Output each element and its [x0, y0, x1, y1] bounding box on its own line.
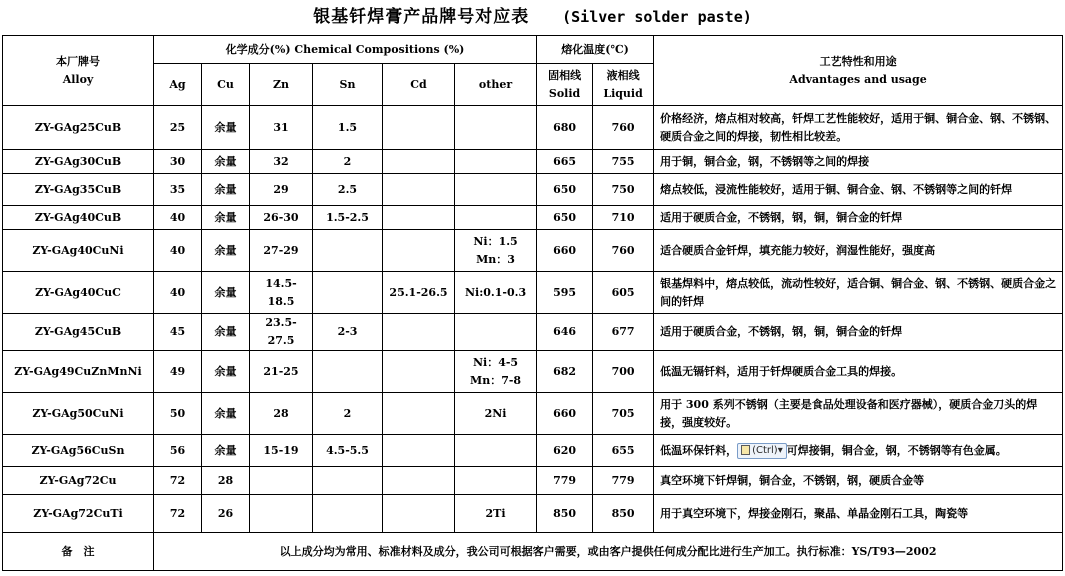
- cell-usage: [654, 230, 1063, 272]
- cell-sn: 1.5-2.5: [313, 206, 383, 230]
- cell-cd: [383, 495, 455, 533]
- cell-usage: [654, 150, 1063, 174]
- cell-zn: [250, 467, 313, 495]
- cell-cu: 余量: [202, 230, 250, 272]
- cell-alloy: ZY-GAg45CuB: [3, 314, 154, 351]
- cell-solid: 650: [537, 174, 593, 206]
- cell-other: [455, 174, 537, 206]
- cell-liquid: 755: [593, 150, 654, 174]
- cell-solid: 646: [537, 314, 593, 351]
- table-row: [3, 174, 1063, 206]
- cell-ag: 25: [154, 106, 202, 150]
- cell-alloy: ZY-GAg25CuB: [3, 106, 154, 150]
- cell-sn: 4.5-5.5: [313, 435, 383, 467]
- cell-usage: [654, 351, 1063, 393]
- usage-text: 熔点较低，浸流性能较好，适用于铜、铜合金、钢、不锈钢等之间的钎焊: [660, 182, 1013, 196]
- header-solid-cn: 固相线: [548, 68, 582, 82]
- cell-cd: [383, 435, 455, 467]
- paste-options-button[interactable]: [737, 443, 787, 459]
- cell-liquid: 700: [593, 351, 654, 393]
- paste-options-label: (Ctrl): [752, 444, 778, 456]
- table-row: [3, 150, 1063, 174]
- cell-cd: [383, 106, 455, 150]
- cell-other: [455, 467, 537, 495]
- cell-solid: 779: [537, 467, 593, 495]
- cell-solid: 682: [537, 351, 593, 393]
- cell-sn: 1.5: [313, 106, 383, 150]
- cell-solid: 680: [537, 106, 593, 150]
- cell-ag: 72: [154, 495, 202, 533]
- cell-cu: 余量: [202, 272, 250, 314]
- header-ag: Ag: [154, 64, 202, 106]
- cell-cd: [383, 314, 455, 351]
- cell-cd: [383, 467, 455, 495]
- usage-text: 真空环境下钎焊铜，铜合金，不锈钢，钢，硬质合金等: [660, 473, 925, 487]
- cell-other: [455, 106, 537, 150]
- table-row: [3, 230, 1063, 272]
- header-sn: Sn: [313, 64, 383, 106]
- cell-ag: 45: [154, 314, 202, 351]
- cell-alloy: ZY-GAg56CuSn: [3, 435, 154, 467]
- product-table: [2, 35, 1063, 571]
- cell-ag: 49: [154, 351, 202, 393]
- cell-usage: [654, 272, 1063, 314]
- cell-usage: [654, 206, 1063, 230]
- cell-zn: 21-25: [250, 351, 313, 393]
- cell-cu: 余量: [202, 351, 250, 393]
- cell-sn: 2.5: [313, 174, 383, 206]
- clipboard-icon: [741, 445, 750, 455]
- cell-other: Ni:0.1-0.3: [455, 272, 537, 314]
- cell-liquid: 605: [593, 272, 654, 314]
- cell-zn: 31: [250, 106, 313, 150]
- usage-text: 价格经济，熔点相对较高，钎焊工艺性能较好，适用于铜、铜合金、钢、不锈钢、硬质合金之间的焊接，韧性相比较差。: [660, 111, 1057, 143]
- header-liquid-cn: 液相线: [606, 68, 640, 82]
- cell-ag: 40: [154, 206, 202, 230]
- cell-zn: 23.5-27.5: [250, 314, 313, 351]
- usage-text: 低温无镉钎料，适用于钎焊硬质合金工具的焊接。: [660, 364, 903, 378]
- usage-text: 适用于硬质合金，不锈钢，钢，铜，铜合金的钎焊: [660, 325, 903, 338]
- cell-sn: [313, 467, 383, 495]
- cell-sn: 2-3: [313, 314, 383, 351]
- cell-cu: 28: [202, 467, 250, 495]
- cell-cd: 25.1-26.5: [383, 272, 455, 314]
- header-alloy-en: Alloy: [62, 72, 94, 86]
- cell-ag: 72: [154, 467, 202, 495]
- cell-solid: 660: [537, 393, 593, 435]
- cell-alloy: ZY-GAg35CuB: [3, 174, 154, 206]
- header-solid-en: Solid: [548, 86, 581, 100]
- table-row: [3, 393, 1063, 435]
- cell-liquid: 760: [593, 230, 654, 272]
- header-liquid-en: Liquid: [603, 86, 643, 100]
- cell-sn: [313, 351, 383, 393]
- cell-sn: [313, 230, 383, 272]
- cell-cu: 余量: [202, 393, 250, 435]
- cell-sn: 2: [313, 150, 383, 174]
- usage-text: 适合硬质合金钎焊，填充能力较好，润湿性能好，强度高: [660, 243, 936, 257]
- table-row: [3, 467, 1063, 495]
- cell-liquid: 655: [593, 435, 654, 467]
- header-other: other: [455, 64, 537, 106]
- note-text: 以上成分均为常用、标准材料及成分，我公司可根据客户需要，或由客户提供任何成分配比进行生产加工。执行标准：YS/T93—2002: [154, 533, 1063, 571]
- cell-solid: 665: [537, 150, 593, 174]
- cell-cd: [383, 206, 455, 230]
- note-label: 备 注: [3, 533, 154, 571]
- cell-cd: [383, 351, 455, 393]
- cell-cd: [383, 393, 455, 435]
- cell-ag: 40: [154, 272, 202, 314]
- cell-alloy: ZY-GAg72Cu: [3, 467, 154, 495]
- cell-usage: [654, 106, 1063, 150]
- cell-alloy: ZY-GAg40CuC: [3, 272, 154, 314]
- cell-other: [455, 435, 537, 467]
- cell-other: [455, 206, 537, 230]
- cell-ag: 56: [154, 435, 202, 467]
- cell-zn: 27-29: [250, 230, 313, 272]
- cell-cu: 余量: [202, 174, 250, 206]
- usage-text: 低温环保钎料，: [660, 443, 738, 457]
- cell-other: Ni：1.5 Mn：3: [455, 230, 537, 272]
- cell-zn: 32: [250, 150, 313, 174]
- cell-alloy: ZY-GAg50CuNi: [3, 393, 154, 435]
- header-melting: 熔化温度(℃): [537, 36, 654, 64]
- header-solid: [537, 64, 593, 106]
- cell-zn: 15-19: [250, 435, 313, 467]
- cell-other: 2Ti: [455, 495, 537, 533]
- cell-alloy: ZY-GAg49CuZnMnNi: [3, 351, 154, 393]
- usage-text-tail: 可焊接铜，铜合金，钢，不锈钢等有色金属。: [786, 443, 1007, 457]
- cell-usage: [654, 435, 1063, 467]
- usage-text: 用于 300 系列不锈钢（主要是食品处理设备和医疗器械），硬质合金刀头的焊接，强度较好。: [660, 397, 1038, 429]
- cell-sn: [313, 495, 383, 533]
- header-composition: 化学成分(%) Chemical Compositions (%): [154, 36, 537, 64]
- cell-sn: [313, 272, 383, 314]
- header-alloy-cn: 本厂牌号: [56, 54, 100, 68]
- cell-zn: 29: [250, 174, 313, 206]
- cell-liquid: 750: [593, 174, 654, 206]
- cell-ag: 40: [154, 230, 202, 272]
- cell-cu: 余量: [202, 435, 250, 467]
- header-usage: [654, 36, 1063, 106]
- cell-ag: 50: [154, 393, 202, 435]
- cell-solid: 660: [537, 230, 593, 272]
- cell-cu: 余量: [202, 314, 250, 351]
- cell-liquid: 779: [593, 467, 654, 495]
- cell-sn: 2: [313, 393, 383, 435]
- title-en: (Silver solder paste): [562, 8, 752, 26]
- table-row: [3, 435, 1063, 467]
- cell-usage: [654, 174, 1063, 206]
- cell-alloy: ZY-GAg40CuNi: [3, 230, 154, 272]
- cell-cu: 余量: [202, 106, 250, 150]
- cell-other: [455, 314, 537, 351]
- cell-liquid: 760: [593, 106, 654, 150]
- table-row: [3, 314, 1063, 351]
- header-cu: Cu: [202, 64, 250, 106]
- cell-solid: 620: [537, 435, 593, 467]
- header-usage-cn: 工艺特性和用途: [819, 54, 897, 68]
- cell-solid: 595: [537, 272, 593, 314]
- cell-zn: [250, 495, 313, 533]
- cell-usage: [654, 393, 1063, 435]
- cell-usage: [654, 495, 1063, 533]
- header-zn: Zn: [250, 64, 313, 106]
- chevron-down-icon: ▾: [777, 444, 783, 456]
- usage-text: 适用于硬质合金，不锈钢，钢，铜，铜合金的钎焊: [660, 210, 903, 224]
- cell-alloy: ZY-GAg72CuTi: [3, 495, 154, 533]
- cell-cu: 余量: [202, 206, 250, 230]
- header-cd: Cd: [383, 64, 455, 106]
- cell-zn: 28: [250, 393, 313, 435]
- cell-solid: 650: [537, 206, 593, 230]
- table-row: [3, 495, 1063, 533]
- cell-zn: 14.5-18.5: [250, 272, 313, 314]
- usage-text: 用于铜，铜合金，钢，不锈钢等之间的焊接: [660, 154, 870, 168]
- header-usage-en: Advantages and usage: [789, 72, 927, 86]
- page-title: [0, 4, 1065, 30]
- cell-alloy: ZY-GAg40CuB: [3, 206, 154, 230]
- cell-ag: 35: [154, 174, 202, 206]
- cell-usage: [654, 467, 1063, 495]
- cell-other: 2Ni: [455, 393, 537, 435]
- cell-other: [455, 150, 537, 174]
- header-liquid: [593, 64, 654, 106]
- cell-cd: [383, 230, 455, 272]
- table-row: [3, 351, 1063, 393]
- table-row: [3, 106, 1063, 150]
- usage-text: 银基焊料中，熔点较低，流动性较好，适合铜、铜合金、钢、不锈钢、硬质合金之间的钎焊: [660, 276, 1057, 308]
- header-alloy: [3, 36, 154, 106]
- cell-cd: [383, 174, 455, 206]
- cell-liquid: 850: [593, 495, 654, 533]
- title-cn: 银基钎焊膏产品牌号对应表: [313, 7, 530, 27]
- table-row: [3, 206, 1063, 230]
- note-row: [3, 533, 1063, 571]
- cell-cu: 26: [202, 495, 250, 533]
- cell-zn: 26-30: [250, 206, 313, 230]
- cell-liquid: 705: [593, 393, 654, 435]
- table-row: [3, 272, 1063, 314]
- cell-usage: [654, 314, 1063, 351]
- cell-cu: 余量: [202, 150, 250, 174]
- cell-ag: 30: [154, 150, 202, 174]
- cell-alloy: ZY-GAg30CuB: [3, 150, 154, 174]
- cell-solid: 850: [537, 495, 593, 533]
- cell-liquid: 710: [593, 206, 654, 230]
- usage-text: 用于真空环境下，焊接金刚石，聚晶、单晶金刚石工具，陶瓷等: [660, 506, 969, 520]
- cell-cd: [383, 150, 455, 174]
- cell-liquid: 677: [593, 314, 654, 351]
- header-row-1: [3, 36, 1063, 64]
- cell-other: Ni：4-5 Mn：7-8: [455, 351, 537, 393]
